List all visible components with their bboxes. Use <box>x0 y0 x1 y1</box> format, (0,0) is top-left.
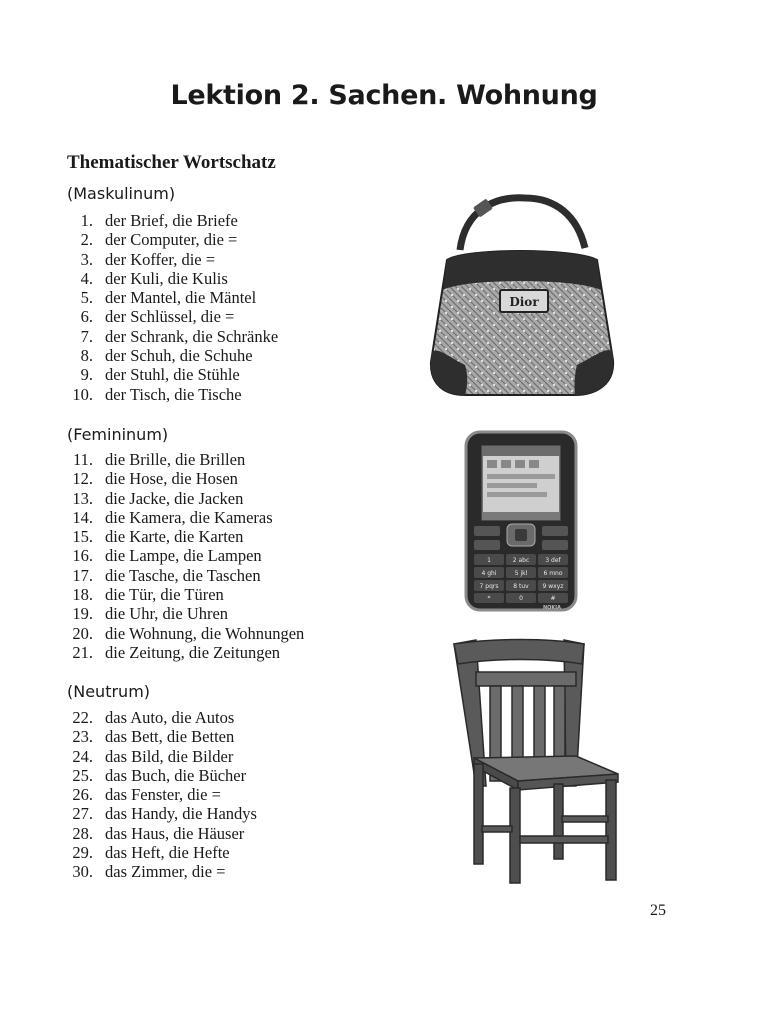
phone-key-8: 8 tuv <box>513 583 529 590</box>
phone-key-7: 7 pqrs <box>479 583 499 590</box>
phone-brand: NOKIA <box>542 605 562 611</box>
word-list-femininum <box>60 450 304 662</box>
chair-illustration <box>446 636 626 888</box>
list-item: 21. die Zeitung, die Zeitungen <box>72 642 281 662</box>
phone-key-hash: # <box>550 595 556 602</box>
list-item: 17. die Tasche, die Taschen <box>72 565 261 585</box>
phone-key-2: 2 abc <box>512 557 530 564</box>
phone-key-5: 5 jkl <box>514 570 528 577</box>
mobile-phone-illustration <box>460 428 582 614</box>
list-item: 15. die Karte, die Karten <box>72 527 244 547</box>
list-item: 20. die Wohnung, die Wohnungen <box>72 623 305 643</box>
page-title: Lektion 2. Sachen. Wohnung <box>170 80 598 111</box>
list-item: 4. der Kuli, die Kulis <box>80 268 228 288</box>
list-item: 26. das Fenster, die = <box>72 785 221 805</box>
list-item: 12. die Hose, die Hosen <box>72 469 238 489</box>
list-item: 3. der Koffer, die = <box>80 249 216 269</box>
list-item: 8. der Schuh, die Schuhe <box>80 346 253 366</box>
list-item: 30. das Zimmer, die = <box>72 862 226 882</box>
list-item: 9. der Stuhl, die Stühle <box>80 365 240 385</box>
page-number: 25 <box>650 902 666 919</box>
phone-key-1: 1 <box>487 557 491 564</box>
list-item: 18. die Tür, die Türen <box>72 585 224 605</box>
list-item: 24. das Bild, die Bilder <box>72 746 234 766</box>
list-item: 25. das Buch, die Bücher <box>72 765 247 785</box>
list-item: 7. der Schrank, die Schränke <box>80 326 279 346</box>
list-item: 27. das Handy, die Handys <box>72 804 257 824</box>
list-item: 19. die Uhr, die Uhren <box>72 604 229 624</box>
handbag-logo: Dior <box>509 295 539 309</box>
phone-key-0: 0 <box>519 595 523 602</box>
group-heading-neutrum: (Neutrum) <box>67 682 151 701</box>
list-item: 11. die Brille, die Brillen <box>72 450 246 469</box>
list-item: 29. das Heft, die Hefte <box>72 843 230 863</box>
handbag-illustration <box>425 190 620 402</box>
list-item: 1. der Brief, die Briefe <box>80 211 238 230</box>
list-item: 10. der Tisch, die Tische <box>72 384 242 404</box>
phone-key-6: 6 mno <box>543 570 563 577</box>
phone-key-4: 4 ghi <box>481 570 497 577</box>
list-item: 2. der Computer, die = <box>80 230 238 250</box>
list-item: 13. die Jacke, die Jacken <box>72 488 244 508</box>
phone-key-3: 3 def <box>545 557 561 564</box>
word-list-maskulinum <box>60 211 278 404</box>
list-item: 16. die Lampe, die Lampen <box>72 546 262 566</box>
group-heading-maskulinum: (Maskulinum) <box>67 184 176 203</box>
list-item: 5. der Mantel, die Mäntel <box>80 288 257 308</box>
list-item: 6. der Schlüssel, die = <box>80 307 235 327</box>
list-item: 23. das Bett, die Betten <box>72 727 235 747</box>
list-item: 22. das Auto, die Autos <box>72 708 235 727</box>
group-heading-femininum: (Femininum) <box>67 425 169 444</box>
section-heading: Thematischer Wortschatz <box>67 152 276 173</box>
list-item: 28. das Haus, die Häuser <box>72 823 245 843</box>
word-list-neutrum <box>60 708 257 882</box>
phone-key-star: * <box>487 595 491 602</box>
list-item: 14. die Kamera, die Kameras <box>72 507 273 527</box>
phone-key-9: 9 wxyz <box>542 583 564 590</box>
